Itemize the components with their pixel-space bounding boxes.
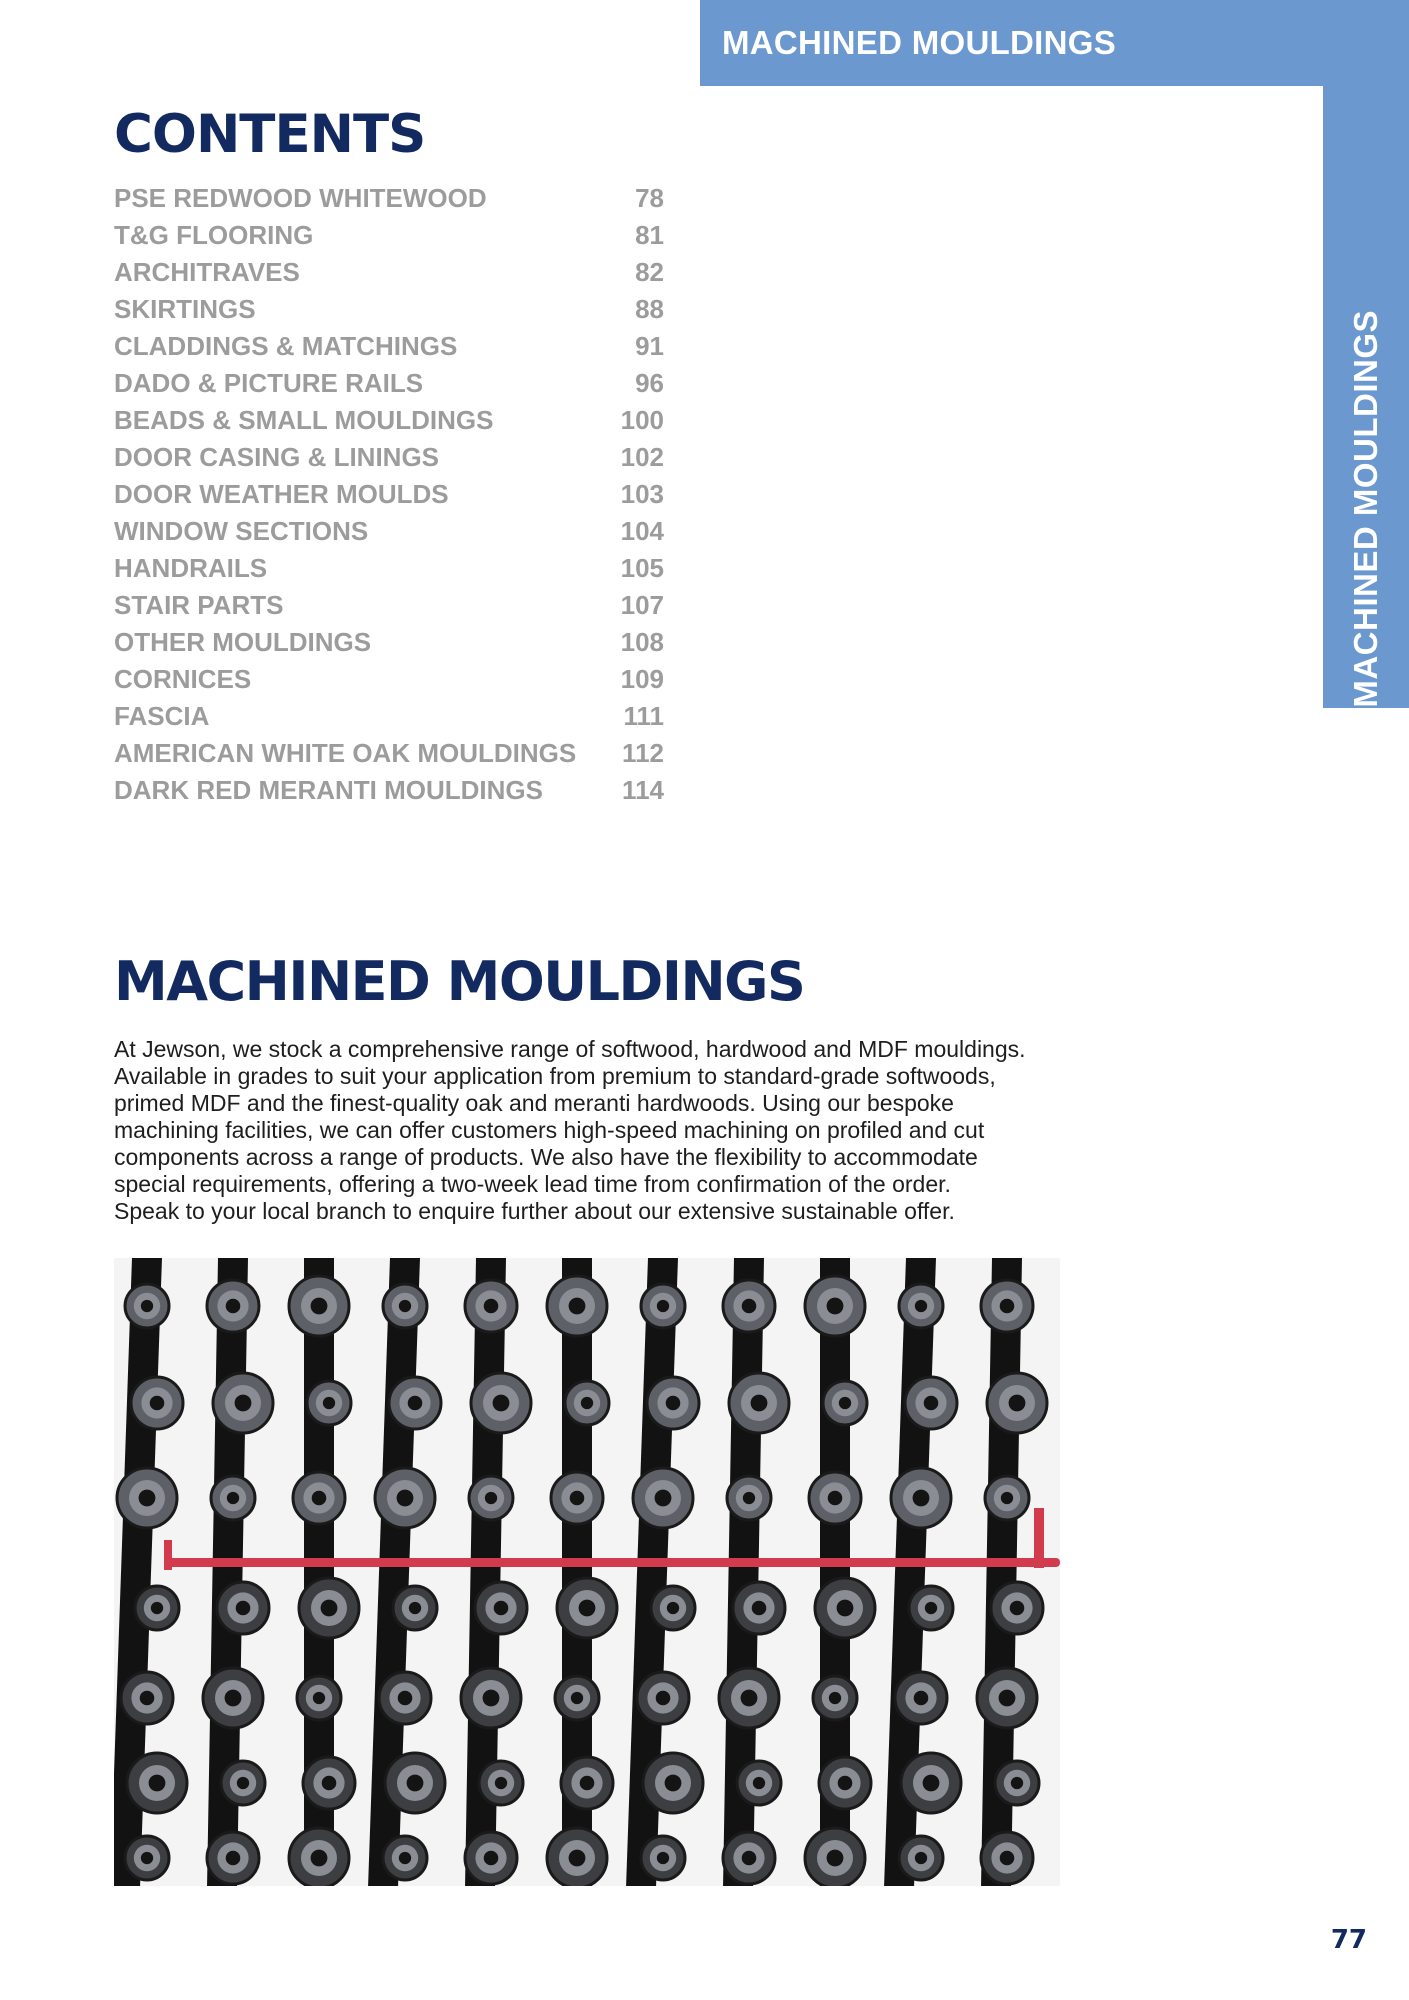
contents-item-label: T&G FLOORING (114, 220, 314, 250)
cutter-head (289, 1276, 349, 1336)
red-rail (164, 1558, 1060, 1567)
contents-item-page: 111 (623, 701, 664, 731)
contents-item-label: HANDRAILS (114, 553, 268, 583)
contents-item-page: 109 (620, 664, 664, 694)
contents-list (114, 180, 664, 809)
cutter-head (905, 1377, 957, 1429)
cutter-head (641, 1836, 685, 1880)
cutter-head (555, 1676, 599, 1720)
contents-item-page: 103 (620, 479, 664, 509)
cutter-head (733, 1582, 785, 1634)
contents-item-label: ARCHITRAVES (114, 257, 300, 287)
cutter-head (723, 1280, 775, 1332)
cutter-head (727, 1476, 771, 1520)
cutter-head (985, 1476, 1029, 1520)
section-title: MACHINED MOULDINGS (114, 950, 805, 1013)
cutter-head (479, 1761, 523, 1805)
contents-item (114, 291, 664, 328)
contents-item-label: DOOR WEATHER MOULDS (114, 479, 449, 509)
cutter-head (729, 1373, 789, 1433)
contents-item-page: 105 (620, 553, 664, 583)
cutter-head (131, 1377, 183, 1429)
page-number: 77 (1330, 1925, 1367, 1955)
red-rail-bracket (1034, 1508, 1044, 1568)
cutter-head (307, 1381, 351, 1425)
cutter-head (385, 1753, 445, 1813)
intro-line: primed MDF and the finest-quality oak and meranti hardwoods. Using our bespoke (114, 1090, 954, 1116)
cutter-head (127, 1753, 187, 1813)
contents-item (114, 513, 664, 550)
intro-line: At Jewson, we stock a comprehensive range of softwood, hardwood and MDF mouldings. (114, 1036, 1026, 1062)
cutter-head (805, 1276, 865, 1336)
contents-item-label: BEADS & SMALL MOULDINGS (114, 405, 494, 435)
intro-line: Available in grades to suit your application from premium to standard-grade softwoods, (114, 1063, 996, 1089)
contents-item (114, 476, 664, 513)
cutter-head (475, 1582, 527, 1634)
cutter-head (393, 1586, 437, 1630)
contents-item (114, 550, 664, 587)
cutter-head (651, 1586, 695, 1630)
cutter-head (819, 1757, 871, 1809)
contents-title: CONTENTS (114, 104, 426, 165)
cutter-head (293, 1472, 345, 1524)
cutter-head (379, 1672, 431, 1724)
cutter-head (383, 1836, 427, 1880)
cutter-head (895, 1672, 947, 1724)
cutter-head (389, 1377, 441, 1429)
cutter-head (813, 1676, 857, 1720)
cutter-head (383, 1284, 427, 1328)
cutter-head (561, 1757, 613, 1809)
contents-item (114, 328, 664, 365)
contents-item-label: DADO & PICTURE RAILS (114, 368, 424, 398)
contents-item-page: 81 (635, 220, 664, 250)
cutter-head (207, 1280, 259, 1332)
section-header-label: MACHINED MOULDINGS (722, 24, 1117, 61)
cutter-head (213, 1373, 273, 1433)
cutter-head (565, 1381, 609, 1425)
cutter-head (117, 1468, 177, 1528)
cutter-head (891, 1468, 951, 1528)
cutter-head (977, 1668, 1037, 1728)
cutter-head (125, 1284, 169, 1328)
cutter-head (551, 1472, 603, 1524)
cutter-head (633, 1468, 693, 1528)
intro-line: Speak to your local branch to enquire further about our extensive sustainable offer. (114, 1198, 955, 1224)
cutter-head (469, 1476, 513, 1520)
cutter-head (297, 1676, 341, 1720)
contents-item-label: FASCIA (114, 701, 210, 731)
contents-item-label: SKIRTINGS (114, 294, 256, 324)
contents-item-label: AMERICAN WHITE OAK MOULDINGS (114, 738, 577, 768)
cutter-head (987, 1373, 1047, 1433)
cutter-head (647, 1377, 699, 1429)
cutter-head (303, 1757, 355, 1809)
contents-item-page: 108 (620, 627, 664, 657)
contents-item-page: 100 (620, 405, 664, 435)
cutter-head (557, 1578, 617, 1638)
contents-item (114, 254, 664, 291)
cutter-head (289, 1828, 349, 1886)
cutter-head (637, 1672, 689, 1724)
contents-item-page: 91 (635, 331, 664, 361)
contents-item-label: DOOR CASING & LININGS (114, 442, 440, 472)
contents-item-page: 104 (620, 516, 664, 546)
contents-item-page: 78 (635, 183, 664, 213)
cutter-head (465, 1280, 517, 1332)
intro-line: machining facilities, we can offer customers high-speed machining on profiled and cut (114, 1117, 985, 1143)
cutter-head (461, 1668, 521, 1728)
cutter-head (471, 1373, 531, 1433)
cutter-head (981, 1280, 1033, 1332)
contents-item-page: 82 (635, 257, 664, 287)
cutter-head (135, 1586, 179, 1630)
cutter-head (815, 1578, 875, 1638)
red-rail-bracket (164, 1540, 172, 1570)
contents-item (114, 217, 664, 254)
contents-item (114, 587, 664, 624)
contents-item-page: 88 (635, 294, 664, 324)
cutter-head (809, 1472, 861, 1524)
cutter-head (899, 1284, 943, 1328)
cutter-head (547, 1276, 607, 1336)
cutter-head (991, 1582, 1043, 1634)
cutter-head (211, 1476, 255, 1520)
intro-paragraph (114, 1036, 1074, 1225)
tooling-rack-illustration (114, 1258, 1060, 1886)
contents-item-page: 114 (622, 775, 664, 805)
cutter-head (995, 1761, 1039, 1805)
cutter-head (805, 1828, 865, 1886)
contents-item (114, 772, 664, 809)
contents-item (114, 439, 664, 476)
contents-item-label: PSE REDWOOD WHITEWOOD (114, 183, 487, 213)
section-side-label: MACHINED MOULDINGS (1347, 310, 1384, 708)
contents-item-page: 112 (622, 738, 664, 768)
cutter-head (909, 1586, 953, 1630)
cutter-head (375, 1468, 435, 1528)
cutter-head (465, 1832, 517, 1884)
contents-item-label: CORNICES (114, 664, 252, 694)
contents-item (114, 661, 664, 698)
contents-item (114, 180, 664, 217)
cutter-head (125, 1836, 169, 1880)
contents-item-page: 102 (620, 442, 664, 472)
contents-item-label: CLADDINGS & MATCHINGS (114, 331, 458, 361)
intro-line: special requirements, offering a two-week lead time from confirmation of the order. (114, 1171, 951, 1197)
intro-line: components across a range of products. We also have the flexibility to accommodate (114, 1144, 978, 1170)
contents-item-label: DARK RED MERANTI MOULDINGS (114, 775, 543, 805)
contents-item (114, 624, 664, 661)
section-header-tab (700, 0, 1409, 86)
cutter-head (719, 1668, 779, 1728)
cutter-head (737, 1761, 781, 1805)
cutter-head (981, 1832, 1033, 1884)
cutter-head (547, 1828, 607, 1886)
contents-item-label: WINDOW SECTIONS (114, 516, 369, 546)
cutter-head (299, 1578, 359, 1638)
cutter-head (643, 1753, 703, 1813)
cutter-head (899, 1836, 943, 1880)
contents-item (114, 735, 664, 772)
contents-item-label: STAIR PARTS (114, 590, 284, 620)
section-side-tab (1323, 86, 1409, 708)
contents-item-label: OTHER MOULDINGS (114, 627, 372, 657)
contents-item-page: 96 (635, 368, 664, 398)
cutter-head (723, 1832, 775, 1884)
contents-item (114, 698, 664, 735)
contents-item-page: 107 (620, 590, 664, 620)
cutter-head (221, 1761, 265, 1805)
cutter-head (207, 1832, 259, 1884)
cutter-head (641, 1284, 685, 1328)
cutter-head (217, 1582, 269, 1634)
cutter-head (823, 1381, 867, 1425)
cutter-head (203, 1668, 263, 1728)
cutter-head (121, 1672, 173, 1724)
tooling-rack-photo (114, 1258, 1060, 1886)
contents-item (114, 402, 664, 439)
cutter-head (901, 1753, 961, 1813)
contents-item (114, 365, 664, 402)
